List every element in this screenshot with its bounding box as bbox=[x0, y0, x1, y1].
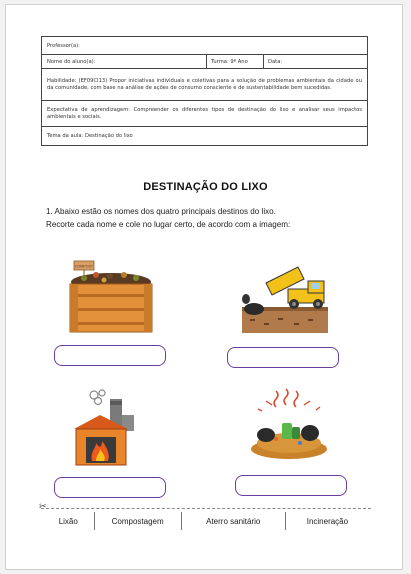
cut-word-aterro-sanitario[interactable]: Aterro sanitário bbox=[181, 512, 285, 530]
header-table bbox=[41, 36, 368, 146]
topic-text: Tema da aula: Destinação do lixo bbox=[47, 133, 133, 139]
answer-box-compost[interactable] bbox=[54, 345, 166, 366]
student-label: Nome do aluno(a): bbox=[47, 58, 96, 65]
cut-word-incineracao[interactable]: Incineração bbox=[285, 512, 369, 530]
instruction-line-1: 1. Abaixo estão os nomes dos quatro principais destinos do lixo. bbox=[46, 207, 276, 216]
instructions bbox=[46, 206, 376, 231]
expectation-row bbox=[42, 101, 367, 127]
student-row bbox=[42, 55, 367, 69]
topic-row bbox=[42, 127, 367, 145]
cut-word-compostagem[interactable]: Compostagem bbox=[94, 512, 181, 530]
expectation-text: Expectativa de aprendizagem: Compreender os diferentes tipos de destinação do lixo e analisar seus impactos ambientais e sociais. bbox=[47, 107, 362, 120]
instruction-line-2: Recorte cada nome e cole no lugar certo, de acordo com a imagem: bbox=[46, 219, 291, 229]
answer-box-landfill[interactable] bbox=[227, 347, 339, 368]
garbage-dump-icon bbox=[246, 387, 332, 461]
professor-label: Professor(a): bbox=[47, 42, 80, 49]
skill-text: Habilidade: (EF09CI13) Propor iniciativas individuais e coletivas para a solução de problemas ambientais da cidade ou da comunidade, com base na análise de ações de consumo consciente e de sustentabilidade bem sucedidas. bbox=[47, 78, 362, 91]
scissors-icon: ✂ bbox=[39, 502, 47, 512]
compost-crate-icon bbox=[66, 256, 156, 336]
landfill-truck-icon bbox=[238, 261, 332, 335]
cut-word-lixao[interactable]: Lixão bbox=[58, 516, 78, 526]
cut-words-strip bbox=[43, 512, 369, 530]
cut-line bbox=[41, 508, 371, 509]
skill-row bbox=[42, 69, 367, 101]
answer-box-dump[interactable] bbox=[235, 475, 347, 496]
class-label: Turma: 9º Ano bbox=[206, 55, 263, 68]
incinerator-icon bbox=[72, 389, 142, 467]
page-title: DESTINAÇÃO DO LIXO bbox=[143, 181, 268, 193]
professor-row bbox=[42, 37, 367, 55]
date-label: Data: bbox=[263, 55, 367, 68]
compost-sign-text: COMPOST bbox=[74, 264, 94, 269]
answer-box-incineration[interactable] bbox=[54, 477, 166, 498]
